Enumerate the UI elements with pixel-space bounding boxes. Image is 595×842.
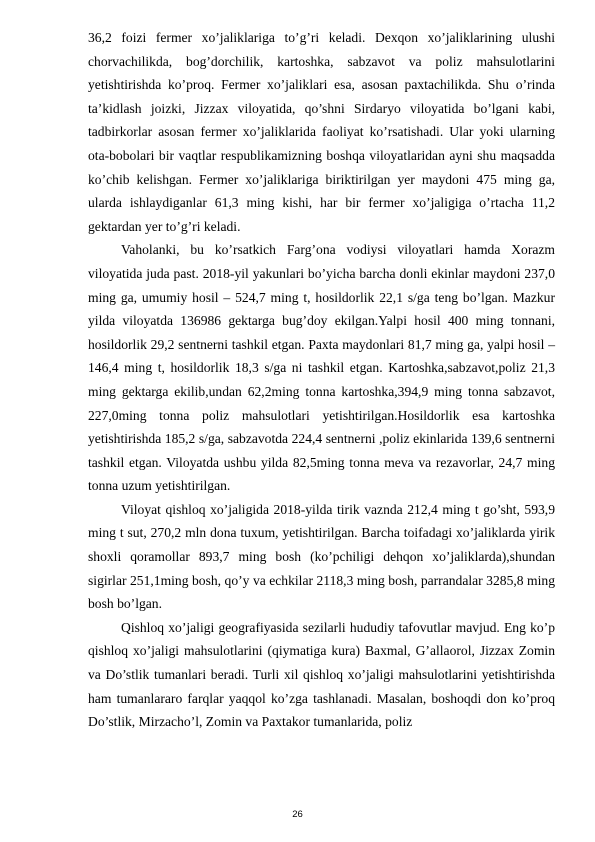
paragraph-regional-differences: Qishloq xo’jaligi geografiyasida sezilarli hududiy tafovutlar mavjud. Eng ko’p qishloq xo’jaligi mahsulotlarini (qiymatiga kura) Baxmal, G’allaorol, Jizzax Zomin va Do’stlik tumanlari beradi. Turli xil qishloq xo’jaligi mahsulotlarini yetishtirishda ham tumanlararo farqlar yaqqol ko’zga tashlanadi. Masalan, boshoqdi don ko’proq Do’stlik, Mirzacho’l, Zomin va Paxtakor tumanlarida, poliz [88,619,555,730]
page-number: 26 [292,809,303,820]
paragraph-farm-share: 36,2 foizi fermer xo’jaliklariga to’g’ri keladi. Dexqon xo’jaliklarining ulushi chorvachilikda, bog’dorchilik, kartoshka, sabzavot va poliz mahsulotlarini yetishtirishda ko’proq. Fermer xo’jaliklari esa, asosan paxtachilikda. Shu o’rinda ta’kidlash joizki, Jizzax viloyatida, qo’shni Sirdaryo viloyatida bo’lgani kabi, tadbirkorlar asosan fermer xo’jaliklarida faoliyat ko’rsatishadi. Ular yoki ularning ota-bobolari bir vaqtlar respublikamizning boshqa viloyatlaridan ayni shu maqsadda ko’chib kelishgan. Fermer xo’jaliklariga biriktirilgan yer maydoni 475 ming ga, ularda ishlaydiganlar 61,3 ming kishi, har bir fermer xo’jaligiga o’rtacha 11,2 gektardan yer to’g’ri keladi. [88,30,555,234]
document-body [88,26,555,734]
paragraph-crop-statistics: Vaholanki, bu ko’rsatkich Farg’ona vodiysi viloyatlari hamda Xorazm viloyatida juda past. 2018-yil yakunlari bo’yicha barcha donli ekinlar maydoni 237,0 ming ga, umumiy hosil – 524,7 ming t, hosildorlik 22,1 s/ga teng bo’lgan. Mazkur yilda viloyatda 136986 gektarga bug’doy ekilgan.Yalpi hosil 400 ming tonnani, hosildorlik 29,2 sentnerni tashkil etgan. Paxta maydonlari 81,7 ming ga, yalpi hosil – 146,4 ming t, hosildorlik 18,3 s/ga ni tashkil etgan. Kartoshka,sabzavot,poliz 21,3 ming gektarga ekilib,undan 62,2ming tonna kartoshka,394,9 ming tonna sabzavot, 227,0ming tonna poliz mahsulotlari yetishtirilgan.Hosildorlik esa kartoshka yetishtirishda 185,2 s/ga, sabzavotda 224,4 sentnerni ,poliz ekinlarida 139,6 sentnerni tashkil etgan. Viloyatda ushbu yilda 82,5ming tonna meva va rezavorlar, 24,7 ming tonna uzum yetishtirilgan. [88,242,555,494]
paragraph-livestock: Viloyat qishloq xo’jaligida 2018-yilda tirik vaznda 212,4 ming t go’sht, 593,9 ming t sut, 270,2 mln dona tuxum, yetishtirilgan. Barcha toifadagi xo’jaliklarda yirik shoxli qoramollar 893,7 ming bosh (ko’pchiligi dehqon xo’jaliklarda),shundan sigirlar 251,1ming bosh, qo’y va echkilar 2118,3 ming bosh, parrandalar 3285,8 ming bosh bo’lgan. [88,501,555,612]
